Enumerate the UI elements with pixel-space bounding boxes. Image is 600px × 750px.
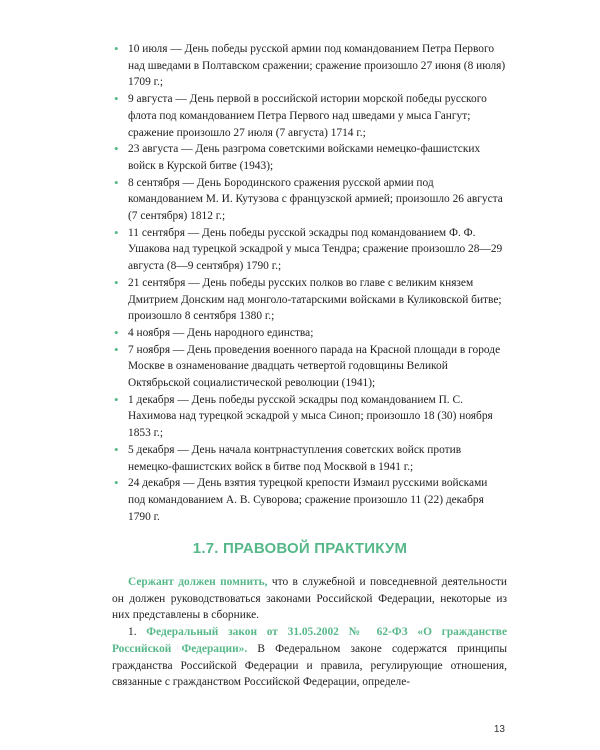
section-body [112,574,507,691]
intro-paragraph [112,574,507,624]
date-item: • 11 сентября — День победы русской эскадры под командованием Ф. Ф. Ушакова над турецкой эскадрой у мыса Тендра; сражение произошло 28—29 августа (8—9 сентября) 1790 г.; [112,225,507,275]
date-item: • 4 ноября — День народного единства; [112,325,507,342]
law-paragraph [112,624,507,691]
date-item: • 8 сентября — День Бородинского сражения русской армии под командованием М. И. Кутузова с французской армией; произошло 26 августа (7 сентября) 1812 г.; [112,175,507,225]
page-number: 13 [493,724,505,735]
intro-lead: Сержант должен помнить, [128,576,268,588]
law-number: 1. [128,626,147,639]
date-item: • 24 декабря — День взятия турецкой крепости Измаил русскими войсками под командованием А. В. Суворова; сражение произошло 11 (22) декабря 1790 г. [112,475,507,525]
section-title: 1.7. ПРАВОВОЙ ПРАКТИКУМ [192,540,408,557]
law-title: Федеральный закон от 31.05.2002 № 62-ФЗ «О гражданстве Российской Федерации». [112,626,508,655]
date-item: • 10 июля — День победы русской армии под командованием Петра Первого над шведами в Полтавском сражении; сражение произошло 27 июня (8 июля) 1709 г.; [112,41,507,91]
date-item: • 21 сентября — День победы русских полков во главе с великим князем Дмитрием Донским над монголо-татарскими войсками в Куликовской битве; произошло 8 сентября 1380 г.; [112,275,507,325]
date-item: • 1 декабря — День победы русской эскадры под командованием П. С. Нахимова над турецкой эскадрой у мыса Синоп; произошло 18 (30) ноября 1853 г.; [112,392,507,442]
intro-text: что в служебной и повседневной деятельности он должен руководствоваться законами Российской Федерации, некоторые из них представлены в сборнике. [112,576,507,622]
law-text: В Федеральном законе содержатся принципы гражданства Российской Федерации и правила, регулирующие отношения, связанные с гражданством Российской Федерации, определе- [112,642,507,689]
memorable-dates-list [112,41,507,525]
date-item: • 7 ноября — День проведения военного парада на Красной площади в городе Москве в ознаменование двадцать четвертой годовщины Великой Октябрьской социалистической революции (1941); [112,342,507,392]
date-item: • 5 декабря — День начала контрнаступления советских войск против немецко-фашистских войск в битве под Москвой в 1941 г.; [112,442,507,475]
date-item: • 23 августа — День разгрома советскими войсками немецко-фашистских войск в Курской битве (1943); [112,141,507,174]
date-item: • 9 августа — День первой в российской истории морской победы русского флота под командованием Петра Первого над шведами у мыса Гангут; сражение произошло 27 июля (7 августа) 1714 г.; [112,91,507,141]
